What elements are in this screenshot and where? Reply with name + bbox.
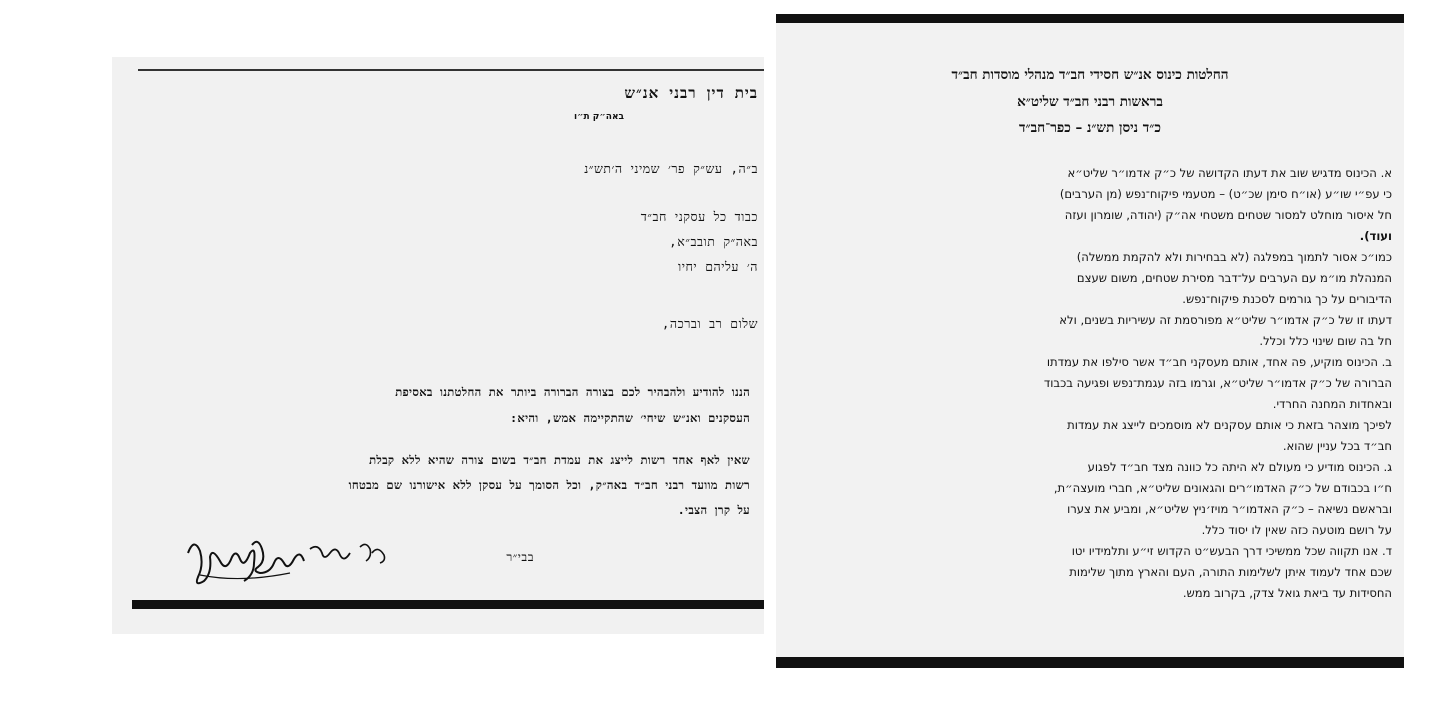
- resolution-a-continued: [802, 247, 1392, 310]
- signature-prefix: בבי״ר: [506, 550, 534, 564]
- address-line-2: באה״ק תובב״א,: [669, 234, 758, 249]
- conference-resolutions-page: [776, 14, 1404, 668]
- resolution-c: [802, 457, 1392, 541]
- resolution-a2-line: כמו״כ אסור לתמוך במפלגה (לא בבחירות ולא להקמת ממשלה): [1076, 250, 1392, 264]
- address-line-3: ה׳ עליהם יחיו: [678, 259, 758, 274]
- bottom-rule: [132, 600, 764, 609]
- resolution-a-note: [802, 310, 1392, 352]
- resolution-a3-line: חל בה שום שינוי כלל וכלל.: [1259, 334, 1392, 349]
- resolution-c-line: ג. הכינוס מודיע כי מעולם לא היתה כל כוונה מצד חב״ד לפגוע: [1087, 460, 1392, 474]
- top-rule: [138, 69, 764, 71]
- resolution-a-line: ועוד).: [1359, 229, 1392, 244]
- para2-line-1: שאין לאף אחד רשות לייצג את עמדת חב״ד בשום צורה שהיא ללא קבלת: [369, 453, 750, 467]
- para1-line-1: הננו להודיע ולהבהיר לכם בצורה הברורה ביותר את החלטתנו באסיפת: [395, 385, 750, 399]
- resolution-a-line: חל איסור מוחלט למסור שטחים משטחי אה״ק (יהודה, שומרון ועזה: [1064, 208, 1392, 223]
- letter-date: ב״ה, עש״ק פר׳ שמיני ה׳תש״נ: [584, 161, 758, 176]
- resolution-d: [802, 541, 1392, 604]
- resolution-a: [802, 163, 1392, 247]
- resolution-a-line: כי עפ״י שו״ע (או״ח סימן שכ״ט) – מטעמי פיקוח־נפש (מן הערבים): [1059, 187, 1392, 202]
- resolution-b2-line: לפיכך מוצהר בזאת כי אותם עסקנים לא מוסמכים לייצג את עמדות: [1067, 418, 1392, 432]
- top-bar: [776, 14, 1404, 23]
- greeting: שלום רב וברכה,: [661, 316, 758, 331]
- resolution-c-line: ח״ו בכבודם של כ״ק האדמו״רים והגאונים שליט״א, חברי מועצה״ת,: [1053, 481, 1392, 496]
- resolution-b-line: ב. הכינוס מוקיע, פה אחד, אותם מעסקני חב״ד אשר סילפו את עמדתו: [1046, 355, 1392, 369]
- rabbinical-court-letter: [112, 57, 764, 634]
- resolution-b-line: הברורה של כ״ק אדמו״ר שליט״א, וגרמו בזה עגמת־נפש ופגיעה בכבוד: [1043, 376, 1392, 391]
- bottom-bar: [776, 657, 1404, 668]
- resolution-a2-line: המנהלת מו״מ עם הערבים על־דבר מסירת שטחים, משום שעצם: [1076, 271, 1392, 286]
- handwritten-signature: [180, 523, 400, 595]
- para2-line-3: על קרן הצבי.: [677, 503, 750, 517]
- heading-line-1: החלטות כינוס אנ״ש חסידי חב״ד מנהלי מוסדות חב״ד: [951, 67, 1229, 83]
- resolution-a2-line: הדיבורים על כך גורמים לסכנת פיקוח־נפש.: [1182, 292, 1392, 307]
- heading-line-2: בראשות רבני חב״ד שליט״א: [1017, 94, 1163, 110]
- resolution-c-line: על רושם מוטעה כזה שאין לו יסוד כלל.: [1201, 523, 1392, 538]
- address-line-1: כבוד כל עסקני חב״ד: [640, 209, 758, 224]
- resolution-b-line: ובאחדות המחנה החרדי.: [1272, 397, 1392, 412]
- letterhead-subtitle: באה״ק ת״ו: [573, 112, 624, 122]
- resolution-d-line: שכם אחד לעמוד איתן לשלימות התורה, העם והארץ מתוך שלימות: [1069, 565, 1392, 580]
- resolution-a3-line: דעתו זו של כ״ק אדמו״ר שליט״א מפורסמת זה עשיריות בשנים, ולא: [1059, 313, 1392, 327]
- resolution-a-line: א. הכינוס מדגיש שוב את דעתו הקדושה של כ״ק אדמו״ר שליט״א: [1067, 166, 1392, 180]
- para2-line-2: רשות מוועד רבני חב״ד באה״ק, וכל הסומך על עסקן ללא אישורנו שם מבטחו: [348, 478, 750, 492]
- resolution-b-continued: [802, 415, 1392, 457]
- heading-line-3: כ״ד ניסן תש״נ – כפר־חב״ד: [1019, 120, 1161, 136]
- resolution-c-line: ובראשם נשיאה – כ״ק האדמו״ר מויז׳ניץ שליט״א, ומביע את צערו: [1067, 502, 1392, 517]
- resolution-b2-line: חב״ד בכל עניין שהוא.: [1282, 439, 1392, 454]
- resolution-d-line: ד. אנו תקווה שכל ממשיכי דרך הבעש״ט הקדוש זי״ע ותלמידיו יטו: [1071, 544, 1392, 558]
- letterhead-title: בית דין רבני אנ״ש: [624, 84, 758, 102]
- resolution-d-line: החסידות עד ביאת גואל צדק, בקרוב ממש.: [1182, 586, 1392, 601]
- resolution-b: [802, 352, 1392, 415]
- para1-line-2: העסקנים ואנ״ש שיחי׳ שהתקיימה אמש, והיא:: [510, 411, 750, 425]
